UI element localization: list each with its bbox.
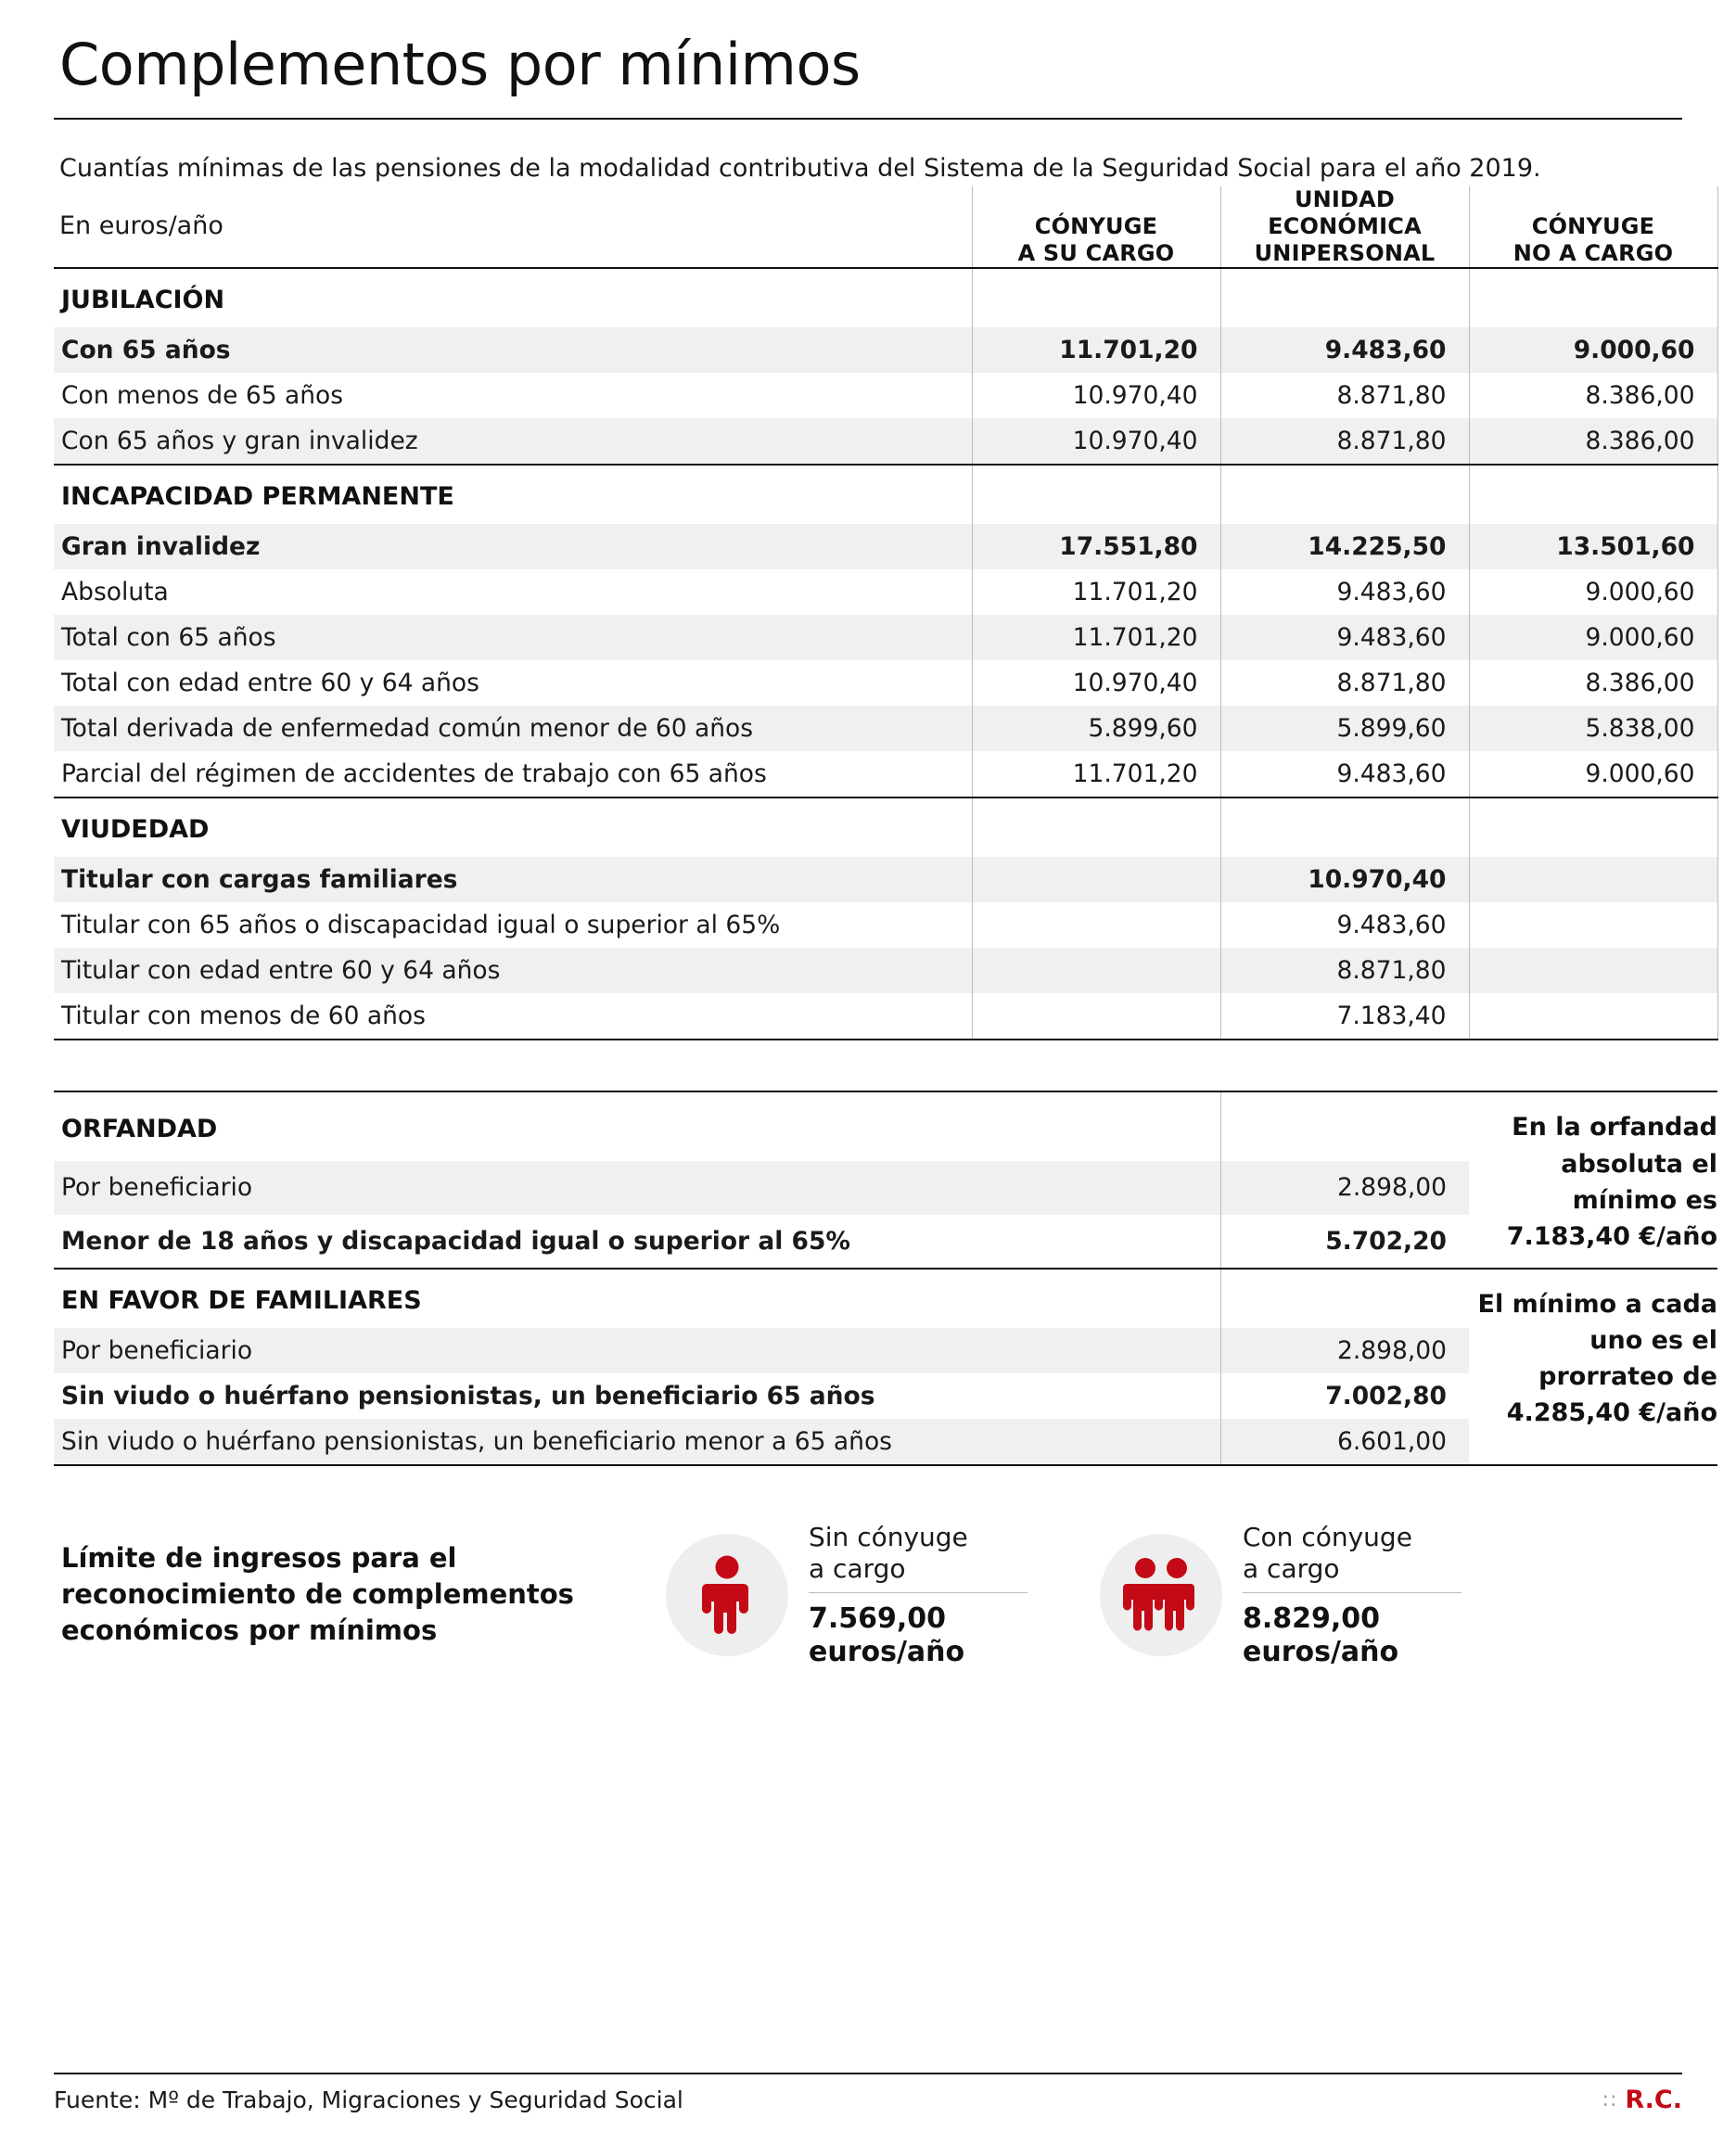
income-limit-summary [54,1520,1682,1669]
summary-label-line1: Con cónyuge [1243,1521,1412,1552]
row-value-b: 9.483,60 [1220,751,1469,798]
section-spacer [1469,268,1717,327]
row-value-a: 11.701,20 [972,327,1220,373]
summary-text [1243,1520,1462,1669]
summary-value [1243,1593,1462,1669]
section-spacer [1469,798,1717,857]
row-label: Absoluta [61,578,169,607]
source-text: Fuente: Mº de Trabajo, Migraciones y Seguridad Social [54,2086,683,2113]
pension-minimums-table [54,186,1718,1041]
section-header-orfandad [54,1091,1717,1161]
row-label: Gran invalidez [54,524,972,569]
row-value-b: 8.871,80 [1220,373,1469,418]
row-value-a: 17.551,80 [972,524,1220,569]
lower-table-block [54,1091,1717,1466]
section-title: INCAPACIDAD PERMANENTE [54,465,972,524]
section-spacer [1220,268,1469,327]
row-label: Parcial del régimen de accidentes de trabajo con 65 años [61,759,767,789]
row-label: Por beneficiario [54,1161,1220,1214]
summary-value [809,1593,1028,1669]
table-row [54,1419,1717,1465]
row-value-a: 10.970,40 [972,660,1220,706]
section-spacer [1469,465,1717,524]
summary-label [1243,1522,1462,1593]
column-header-conyuge-a-cargo [972,186,1220,269]
row-value-b: 8.871,80 [1220,418,1469,465]
row-value-b: 5.899,60 [1220,706,1469,751]
table-row [54,993,1717,1040]
row-value-a: 11.701,20 [972,751,1220,798]
row-value: 2.898,00 [1220,1161,1469,1214]
single-person-icon [666,1534,788,1656]
row-value-b: 8.871,80 [1220,948,1469,993]
row-label: Titular con 65 años o discapacidad igual o superior al 65% [61,911,781,940]
table-row [54,1328,1717,1373]
row-value-a: 5.899,60 [972,706,1220,751]
title-divider [54,118,1682,120]
column-header-conyuge-no-a-cargo [1469,186,1717,269]
row-label: Total con 65 años [54,615,972,660]
row-value-a: 11.701,20 [972,615,1220,660]
section-spacer [972,465,1220,524]
header-line-1: CÓNYUGE [1531,212,1655,239]
row-value-a [972,902,1220,948]
row-value-c [1469,902,1717,948]
row-value-b: 9.483,60 [1220,569,1469,615]
section-title: JUBILACIÓN [54,268,972,327]
row-value-a: 10.970,40 [972,418,1220,465]
orfandad-familiares-table [54,1091,1717,1466]
header-line-1: UNIDAD [1294,185,1396,212]
section-title: VIUDEDAD [54,798,972,857]
row-value-c: 9.000,60 [1469,751,1717,798]
table-row [54,706,1717,751]
note-text-post: €/año [1629,1398,1717,1428]
row-value-c [1469,948,1717,993]
section-spacer [1220,465,1469,524]
note-orfandad [1469,1091,1717,1269]
table-row [54,902,1717,948]
summary-item-con-conyuge [1100,1520,1462,1669]
units-label: En euros/año [59,211,223,240]
row-label: Total con edad entre 60 y 64 años [61,669,479,698]
table-row [54,1161,1717,1214]
row-label: Con 65 años y gran invalidez [54,418,972,465]
section-header-incapacidad-permanente [54,465,1717,524]
table-row [54,1215,1717,1269]
row-value-b: 7.183,40 [1220,993,1469,1040]
table-row [54,327,1717,373]
header-line-1: CÓNYUGE [1034,212,1158,239]
summary-item-sin-conyuge [666,1520,1028,1669]
row-value-b: 14.225,50 [1220,524,1469,569]
row-label: Sin viudo o huérfano pensionistas, un beneficiario menor a 65 años [54,1419,1220,1465]
footer [54,2073,1682,2114]
summary-amount: 7.569,00 [809,1602,947,1636]
row-value-a: 10.970,40 [972,373,1220,418]
row-value: 7.002,80 [1220,1373,1469,1419]
table-row [54,751,1717,798]
row-label: Titular con cargas familiares [54,857,972,902]
header-line-2: NO A CARGO [1513,240,1674,267]
logo-mark: R.C. [1625,2086,1682,2114]
table-row [54,373,1717,418]
table-row [54,948,1717,993]
row-value-a [972,857,1220,902]
lower-table-bottom-rule [54,1465,1717,1466]
section-spacer [972,798,1220,857]
row-value-c: 9.000,60 [1469,569,1717,615]
row-value-c: 8.386,00 [1469,660,1717,706]
row-value-b: 9.483,60 [1220,615,1469,660]
subtitle: Cuantías mínimas de las pensiones de la modalidad contributiva del Sistema de la Seguridad Social para el año 2019. [59,154,1541,184]
summary-title: Límite de ingresos para el reconocimiento de complementos económicos por mínimos [61,1542,574,1647]
table-row [54,418,1717,465]
row-value-c: 5.838,00 [1469,706,1717,751]
couple-icon [1100,1534,1222,1656]
section-title: EN FAVOR DE FAMILIARES [54,1269,1220,1328]
row-value-c: 9.000,60 [1469,615,1717,660]
row-label: Con 65 años [54,327,972,373]
summary-unit: euros/año [1243,1636,1399,1669]
publisher-logo [1602,2086,1682,2114]
row-value-c: 8.386,00 [1469,373,1717,418]
note-value: 4.285,40 [1506,1398,1630,1428]
row-value-c [1469,993,1717,1040]
table-row [54,660,1717,706]
column-header-unidad-economica-unipersonal [1220,186,1469,269]
row-value: 2.898,00 [1220,1328,1469,1373]
row-label: Titular con menos de 60 años [61,1002,426,1031]
table-row [54,1373,1717,1419]
section-spacer [1220,1269,1469,1328]
row-value-b: 10.970,40 [1220,857,1469,902]
summary-label-line2: a cargo [809,1553,906,1585]
row-label: Sin viudo o huérfano pensionistas, un beneficiario 65 años [61,1381,875,1410]
row-value-c: 9.000,60 [1469,327,1717,373]
header-line-3: UNIPERSONAL [1254,240,1436,267]
row-value-c: 13.501,60 [1469,524,1717,569]
table-row [54,615,1717,660]
row-label: Titular con edad entre 60 y 64 años [54,948,972,993]
row-label: Por beneficiario [54,1328,1220,1373]
header-line-2: A SU CARGO [1017,240,1175,267]
row-label: Total derivada de enfermedad común menor de 60 años [54,706,972,751]
page-title: Complementos por mínimos [59,31,861,98]
row-value-a: 11.701,20 [972,569,1220,615]
table-row [54,569,1717,615]
note-text-pre: En la orfandad absoluta el mínimo es [1512,1113,1717,1215]
logo-dots-icon: :: [1602,2088,1618,2112]
row-value-a [972,948,1220,993]
note-value: 7.183,40 [1506,1221,1630,1251]
header-line-2: ECONÓMICA [1268,212,1422,239]
row-label: Con menos de 65 años [61,381,344,411]
section-header-viudedad [54,798,1717,857]
note-text-pre: El mínimo a cada uno es el prorrateo de [1477,1289,1717,1392]
row-value-b: 9.483,60 [1220,902,1469,948]
row-value-a [972,993,1220,1040]
summary-label-line1: Sin cónyuge [809,1521,968,1552]
row-value: 5.702,20 [1220,1215,1469,1269]
section-header-en-favor-de-familiares [54,1269,1717,1328]
row-value-b: 8.871,80 [1220,660,1469,706]
section-spacer [1220,1091,1469,1161]
table-row [54,524,1717,569]
table-row [54,857,1717,902]
section-gap [54,1040,1682,1083]
summary-unit: euros/año [809,1636,965,1669]
note-text-post: €/año [1629,1221,1717,1251]
row-value-b: 9.483,60 [1220,327,1469,373]
note-familiares [1469,1269,1717,1465]
section-title: ORFANDAD [54,1091,1220,1161]
table-header-row [54,186,1717,269]
section-spacer [972,268,1220,327]
row-value: 6.601,00 [1220,1419,1469,1465]
summary-amount: 8.829,00 [1243,1602,1381,1636]
section-spacer [1220,798,1469,857]
summary-label [809,1522,1028,1593]
row-value-c [1469,857,1717,902]
section-header-jubilacion [54,268,1717,327]
row-label: Menor de 18 años y discapacidad igual o superior al 65% [61,1226,850,1256]
row-value-c: 8.386,00 [1469,418,1717,465]
summary-label-line2: a cargo [1243,1553,1340,1585]
summary-text [809,1520,1028,1669]
